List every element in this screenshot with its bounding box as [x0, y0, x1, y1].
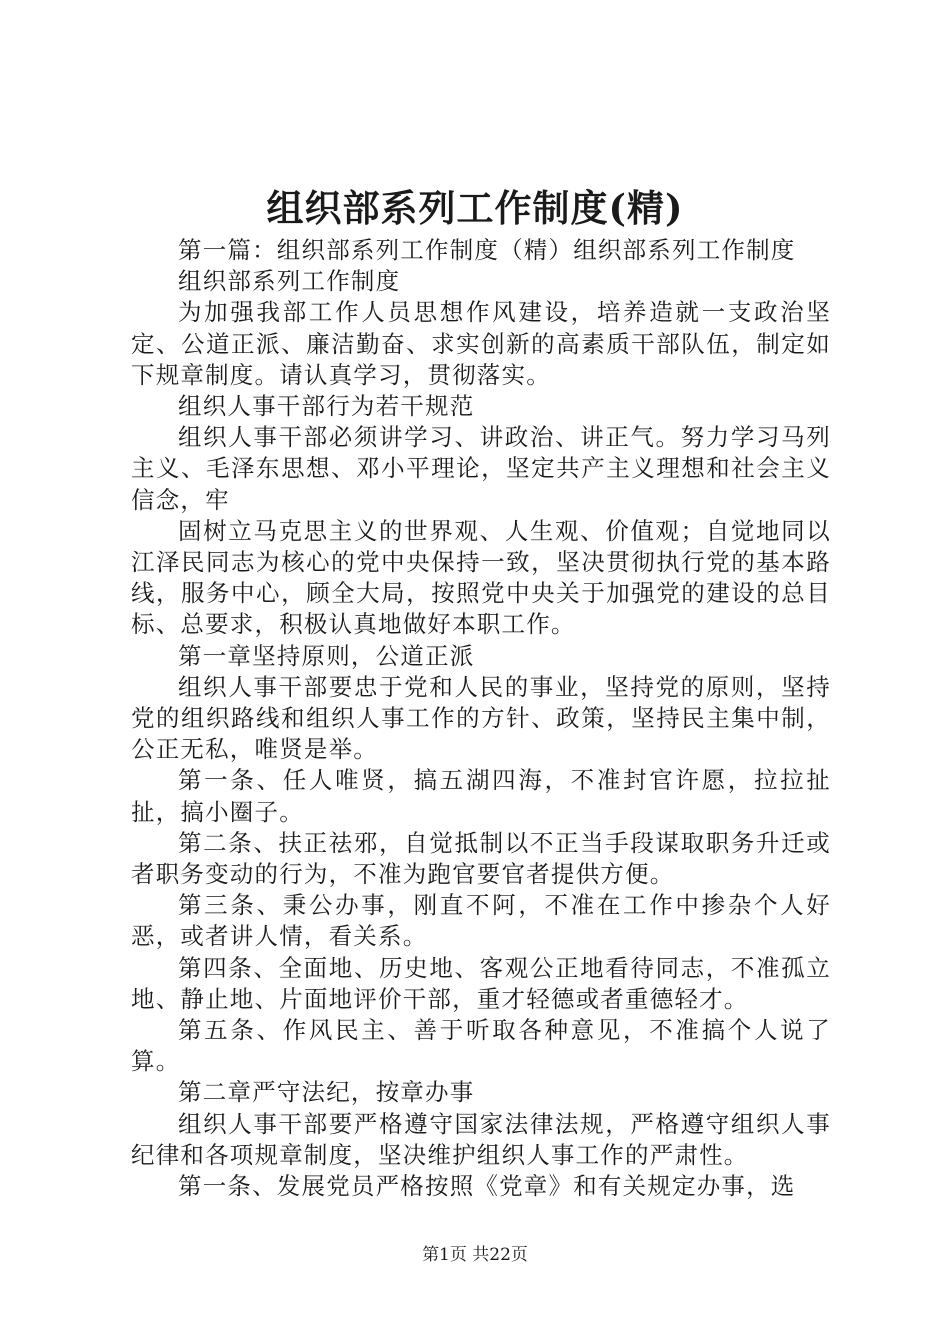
article-paragraph: 第一条、任人唯贤，搞五湖四海，不准封官许愿，拉拉扯扯，搞小圈子。: [131, 766, 831, 826]
paragraph: 第一篇：组织部系列工作制度（精）组织部系列工作制度: [178, 236, 796, 264]
article-paragraph: 第二条、扶正祛邪，自觉抵制以不正当手段谋取职务升迁或者职务变动的行为，不准为跑官要官者提供方便。: [131, 828, 831, 889]
paragraph: 组织人事干部要忠于党和人民的事业，坚持党的原则，坚持党的组织路线和组织人事工作的方针、政策，坚持民主集中制，公正无私，唯贤是举。: [131, 672, 831, 764]
chapter-heading: 第一章坚持原则，公道正派: [178, 641, 475, 670]
paragraph: 组织部系列工作制度: [178, 267, 401, 296]
paragraph: 组织人事干部要严格遵守国家法律法规，严格遵守组织人事纪律和各项规章制度，坚决维护组织人事工作的严肃性。: [131, 1109, 831, 1169]
chapter-heading: 第二章严守法纪，按章办事: [178, 1078, 475, 1107]
document-body: [131, 235, 831, 1202]
article-paragraph: 第三条、秉公办事，刚直不阿，不准在工作中掺杂个人好恶，或者讲人情，看关系。: [131, 891, 831, 951]
paragraph: 固树立马克思主义的世界观、人生观、价值观；自觉地同以江泽民同志为核心的党中央保持一致，坚决贯彻执行党的基本路线，服务中心，顾全大局，按照党中央关于加强党的建设的总目标、总要求，积极认真地做好本职工作。: [131, 516, 831, 639]
article-paragraph: 第一条、发展党员严格按照《党章》和有关规定办事，选: [178, 1172, 796, 1201]
paragraph: 组织人事干部必须讲学习、讲政治、讲正气。努力学习马列主义、毛泽东思想、邓小平理论，坚定共产主义理想和社会主义信念，牢: [131, 423, 831, 514]
article-paragraph: 第五条、作风民主、善于听取各种意见，不准搞个人说了算。: [131, 1016, 831, 1076]
page-footer: 第1页 共22页: [422, 1245, 528, 1265]
paragraph: 组织人事干部行为若干规范: [178, 392, 475, 421]
paragraph: 为加强我部工作人员思想作风建设，培养造就一支政治坚定、公道正派、廉洁勤奋、求实创新的高素质干部队伍，制定如下规章制度。请认真学习，贯彻落实。: [131, 298, 831, 389]
document-title: 组织部系列工作制度(精): [266, 186, 684, 230]
article-paragraph: 第四条、全面地、历史地、客观公正地看待同志，不准孤立地、静止地、片面地评价干部，重才轻德或者重德轻才。: [131, 953, 831, 1013]
